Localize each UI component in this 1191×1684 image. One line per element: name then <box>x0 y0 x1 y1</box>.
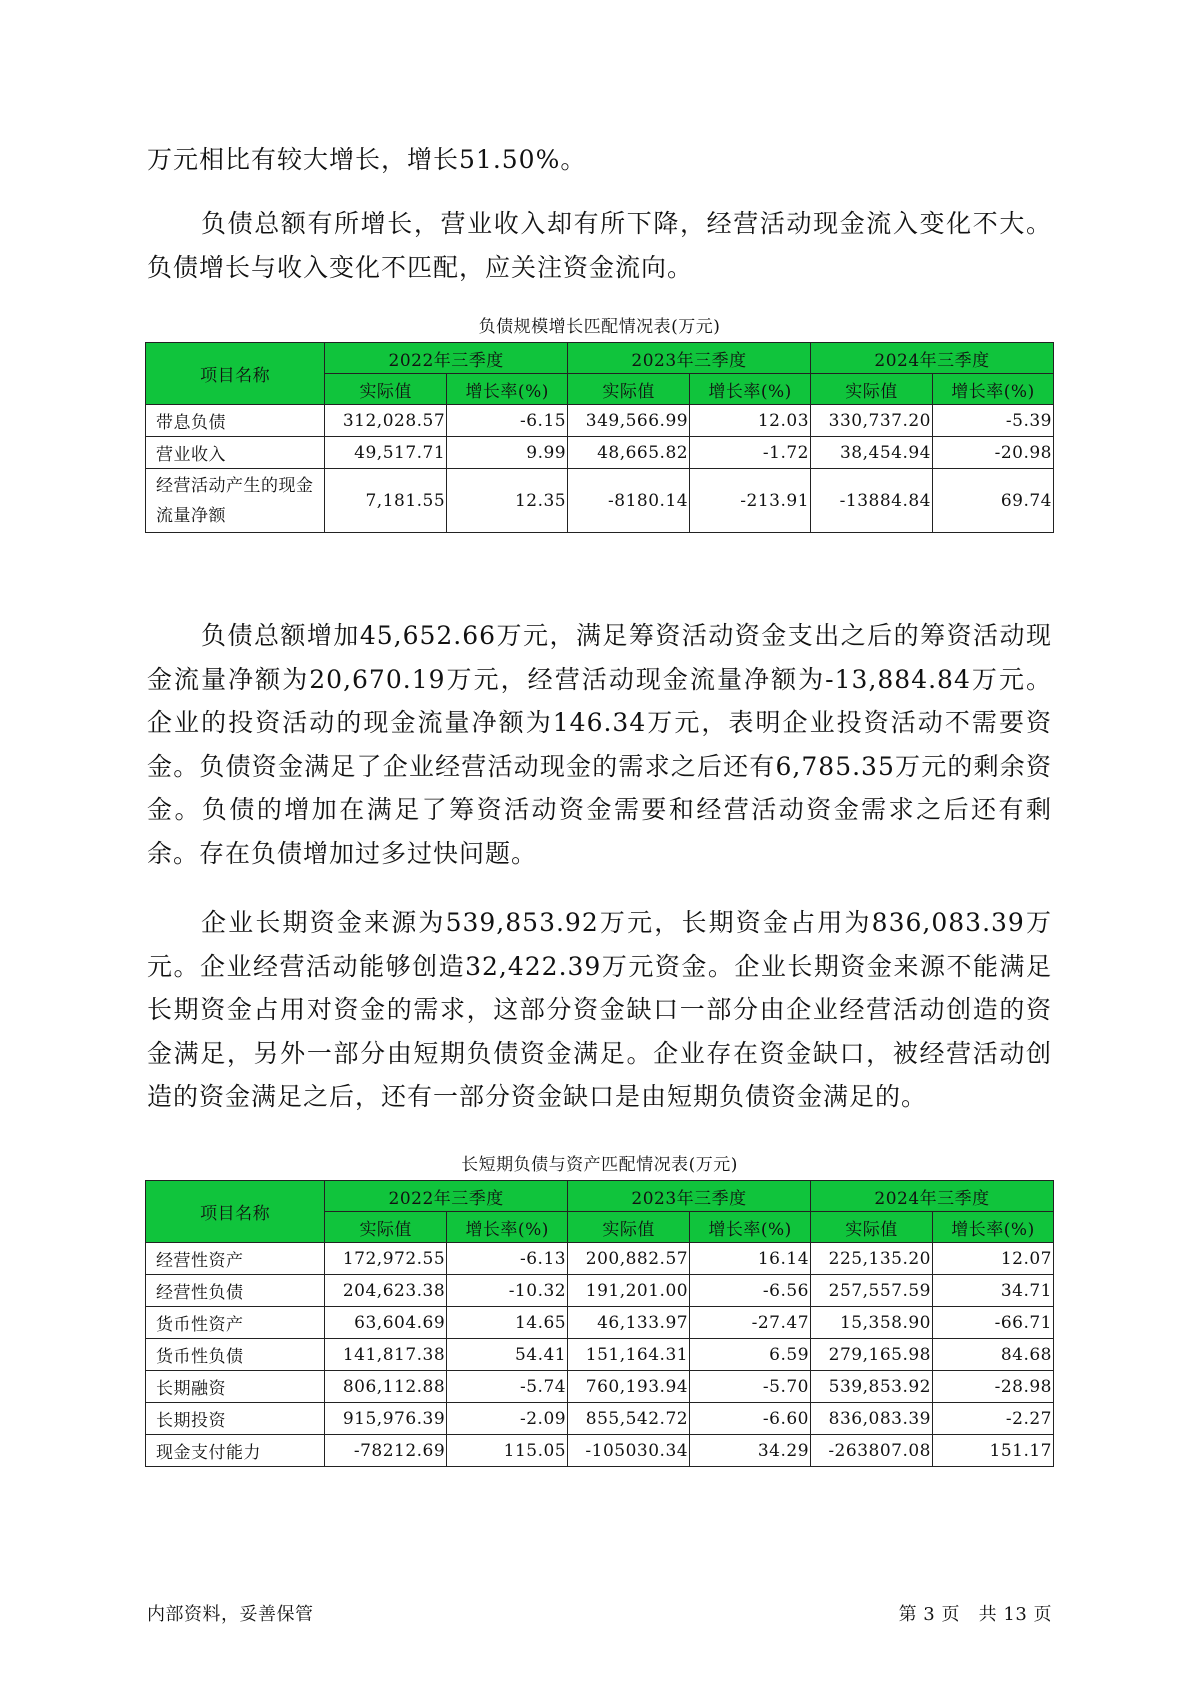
header-actual: 实际值 <box>811 374 933 405</box>
cell-value: 16.14 <box>690 1243 811 1275</box>
row-label: 营业收入 <box>146 437 325 469</box>
row-label: 经营性负债 <box>146 1275 325 1307</box>
header-growth: 增长率(%) <box>933 374 1054 405</box>
header-actual: 实际值 <box>811 1212 933 1243</box>
header-actual: 实际值 <box>325 1212 447 1243</box>
cell-value: -105030.34 <box>568 1435 690 1467</box>
table-row <box>146 469 1054 533</box>
header-growth: 增长率(%) <box>690 374 811 405</box>
table-row <box>146 1243 1054 1275</box>
cell-value: 141,817.38 <box>325 1339 447 1371</box>
cell-value: 7,181.55 <box>325 469 447 533</box>
cell-value: 855,542.72 <box>568 1403 690 1435</box>
header-period-2024: 2024年三季度 <box>811 1181 1054 1212</box>
header-period-2022: 2022年三季度 <box>325 343 568 374</box>
cell-value: 836,083.39 <box>811 1403 933 1435</box>
header-growth: 增长率(%) <box>933 1212 1054 1243</box>
cell-value: -8180.14 <box>568 469 690 533</box>
cell-value: 915,976.39 <box>325 1403 447 1435</box>
cell-value: 69.74 <box>933 469 1054 533</box>
row-label: 带息负债 <box>146 405 325 437</box>
cell-value: -66.71 <box>933 1307 1054 1339</box>
cell-value: 84.68 <box>933 1339 1054 1371</box>
table-liability-growth <box>145 342 1054 533</box>
footer-total-pages: 共 13 页 <box>978 1604 1052 1625</box>
cell-value: 38,454.94 <box>811 437 933 469</box>
table1-caption: 负债规模增长匹配情况表(万元) <box>478 317 721 337</box>
table2-caption: 长短期负债与资产匹配情况表(万元) <box>461 1155 738 1175</box>
cell-value: 539,853.92 <box>811 1371 933 1403</box>
footer-page-number <box>899 1600 1052 1626</box>
row-label: 经营活动产生的现金流量净额 <box>146 469 325 533</box>
header-actual: 实际值 <box>568 1212 690 1243</box>
cell-value: 312,028.57 <box>325 405 447 437</box>
cell-value: 257,557.59 <box>811 1275 933 1307</box>
cell-value: 14.65 <box>447 1307 568 1339</box>
header-actual: 实际值 <box>325 374 447 405</box>
cell-value: -6.56 <box>690 1275 811 1307</box>
row-label: 经营性资产 <box>146 1243 325 1275</box>
row-label: 长期投资 <box>146 1403 325 1435</box>
paragraph-liability-analysis: 负债总额增加45,652.66万元，满足筹资活动资金支出之后的筹资活动现金流量净额为20,670.19万元，经营活动现金流量净额为-13,884.84万元。企业的投资活动的现金流量净额为146.34万元，表明企业投资活动不需要资金。负债资金满足了企业经营活动现金的需求之后还有6,785.35万元的剩余资金。负债的增加在满足了筹资活动资金需要和经营活动资金需求之后还有剩余。存在负债增加过多过快问题。 <box>147 621 1052 868</box>
cell-value: 63,604.69 <box>325 1307 447 1339</box>
cell-value: -20.98 <box>933 437 1054 469</box>
cell-value: -10.32 <box>447 1275 568 1307</box>
cell-value: 49,517.71 <box>325 437 447 469</box>
cell-value: 48,665.82 <box>568 437 690 469</box>
cell-value: 34.71 <box>933 1275 1054 1307</box>
cell-value: 15,358.90 <box>811 1307 933 1339</box>
cell-value: 6.59 <box>690 1339 811 1371</box>
header-period-2023: 2023年三季度 <box>568 343 811 374</box>
cell-value: 151,164.31 <box>568 1339 690 1371</box>
cell-value: 200,882.57 <box>568 1243 690 1275</box>
cell-value: -5.70 <box>690 1371 811 1403</box>
cell-value: 172,972.55 <box>325 1243 447 1275</box>
cell-value: 760,193.94 <box>568 1371 690 1403</box>
header-growth: 增长率(%) <box>447 1212 568 1243</box>
cell-value: 115.05 <box>447 1435 568 1467</box>
header-period-2024: 2024年三季度 <box>811 343 1054 374</box>
cell-value: 279,165.98 <box>811 1339 933 1371</box>
cell-value: -28.98 <box>933 1371 1054 1403</box>
header-period-2023: 2023年三季度 <box>568 1181 811 1212</box>
table-debt-asset-match <box>145 1180 1054 1467</box>
cell-value: 54.41 <box>447 1339 568 1371</box>
header-growth: 增长率(%) <box>447 374 568 405</box>
table-row <box>146 437 1054 469</box>
cell-value: 191,201.00 <box>568 1275 690 1307</box>
cell-value: -2.09 <box>447 1403 568 1435</box>
cell-value: -2.27 <box>933 1403 1054 1435</box>
cell-value: -6.60 <box>690 1403 811 1435</box>
row-label: 货币性负债 <box>146 1339 325 1371</box>
cell-value: 12.03 <box>690 405 811 437</box>
cell-value: 12.07 <box>933 1243 1054 1275</box>
cell-value: 46,133.97 <box>568 1307 690 1339</box>
header-item-name: 项目名称 <box>146 343 325 405</box>
table-row <box>146 1371 1054 1403</box>
table-row <box>146 1339 1054 1371</box>
cell-value: -5.39 <box>933 405 1054 437</box>
table-row <box>146 1403 1054 1435</box>
table-row <box>146 1307 1054 1339</box>
cell-value: 151.17 <box>933 1435 1054 1467</box>
footer-confidential-note: 内部资料，妥善保管 <box>147 1604 314 1625</box>
table-row <box>146 1435 1054 1467</box>
header-growth: 增长率(%) <box>690 1212 811 1243</box>
table-row <box>146 405 1054 437</box>
cell-value: 349,566.99 <box>568 405 690 437</box>
header-period-2022: 2022年三季度 <box>325 1181 568 1212</box>
cell-value: -27.47 <box>690 1307 811 1339</box>
cell-value: 34.29 <box>690 1435 811 1467</box>
cell-value: -213.91 <box>690 469 811 533</box>
cell-value: 12.35 <box>447 469 568 533</box>
cell-value: 225,135.20 <box>811 1243 933 1275</box>
header-actual: 实际值 <box>568 374 690 405</box>
cell-value: -1.72 <box>690 437 811 469</box>
cell-value: -263807.08 <box>811 1435 933 1467</box>
cell-value: 330,737.20 <box>811 405 933 437</box>
table-row <box>146 1275 1054 1307</box>
paragraph-liability-income: 负债总额有所增长，营业收入却有所下降，经营活动现金流入变化不大。负债增长与收入变化不匹配，应关注资金流向。 <box>147 209 1052 282</box>
paragraph-long-term-funds: 企业长期资金来源为539,853.92万元，长期资金占用为836,083.39万元。企业经营活动能够创造32,422.39万元资金。企业长期资金来源不能满足长期资金占用对资金的需求，这部分资金缺口一部分由企业经营活动创造的资金满足，另外一部分由短期负债资金满足。企业存在资金缺口，被经营活动创造的资金满足之后，还有一部分资金缺口是由短期负债资金满足的。 <box>147 908 1052 1112</box>
cell-value: 806,112.88 <box>325 1371 447 1403</box>
cell-value: -6.15 <box>447 405 568 437</box>
cell-value: -6.13 <box>447 1243 568 1275</box>
cell-value: 9.99 <box>447 437 568 469</box>
paragraph-growth-rate: 万元相比有较大增长，增长51.50%。 <box>147 145 587 174</box>
row-label: 长期融资 <box>146 1371 325 1403</box>
cell-value: -78212.69 <box>325 1435 447 1467</box>
cell-value: 204,623.38 <box>325 1275 447 1307</box>
row-label: 现金支付能力 <box>146 1435 325 1467</box>
cell-value: -13884.84 <box>811 469 933 533</box>
cell-value: -5.74 <box>447 1371 568 1403</box>
header-item-name: 项目名称 <box>146 1181 325 1243</box>
footer-current-page: 第 3 页 <box>898 1604 960 1625</box>
row-label: 货币性资产 <box>146 1307 325 1339</box>
